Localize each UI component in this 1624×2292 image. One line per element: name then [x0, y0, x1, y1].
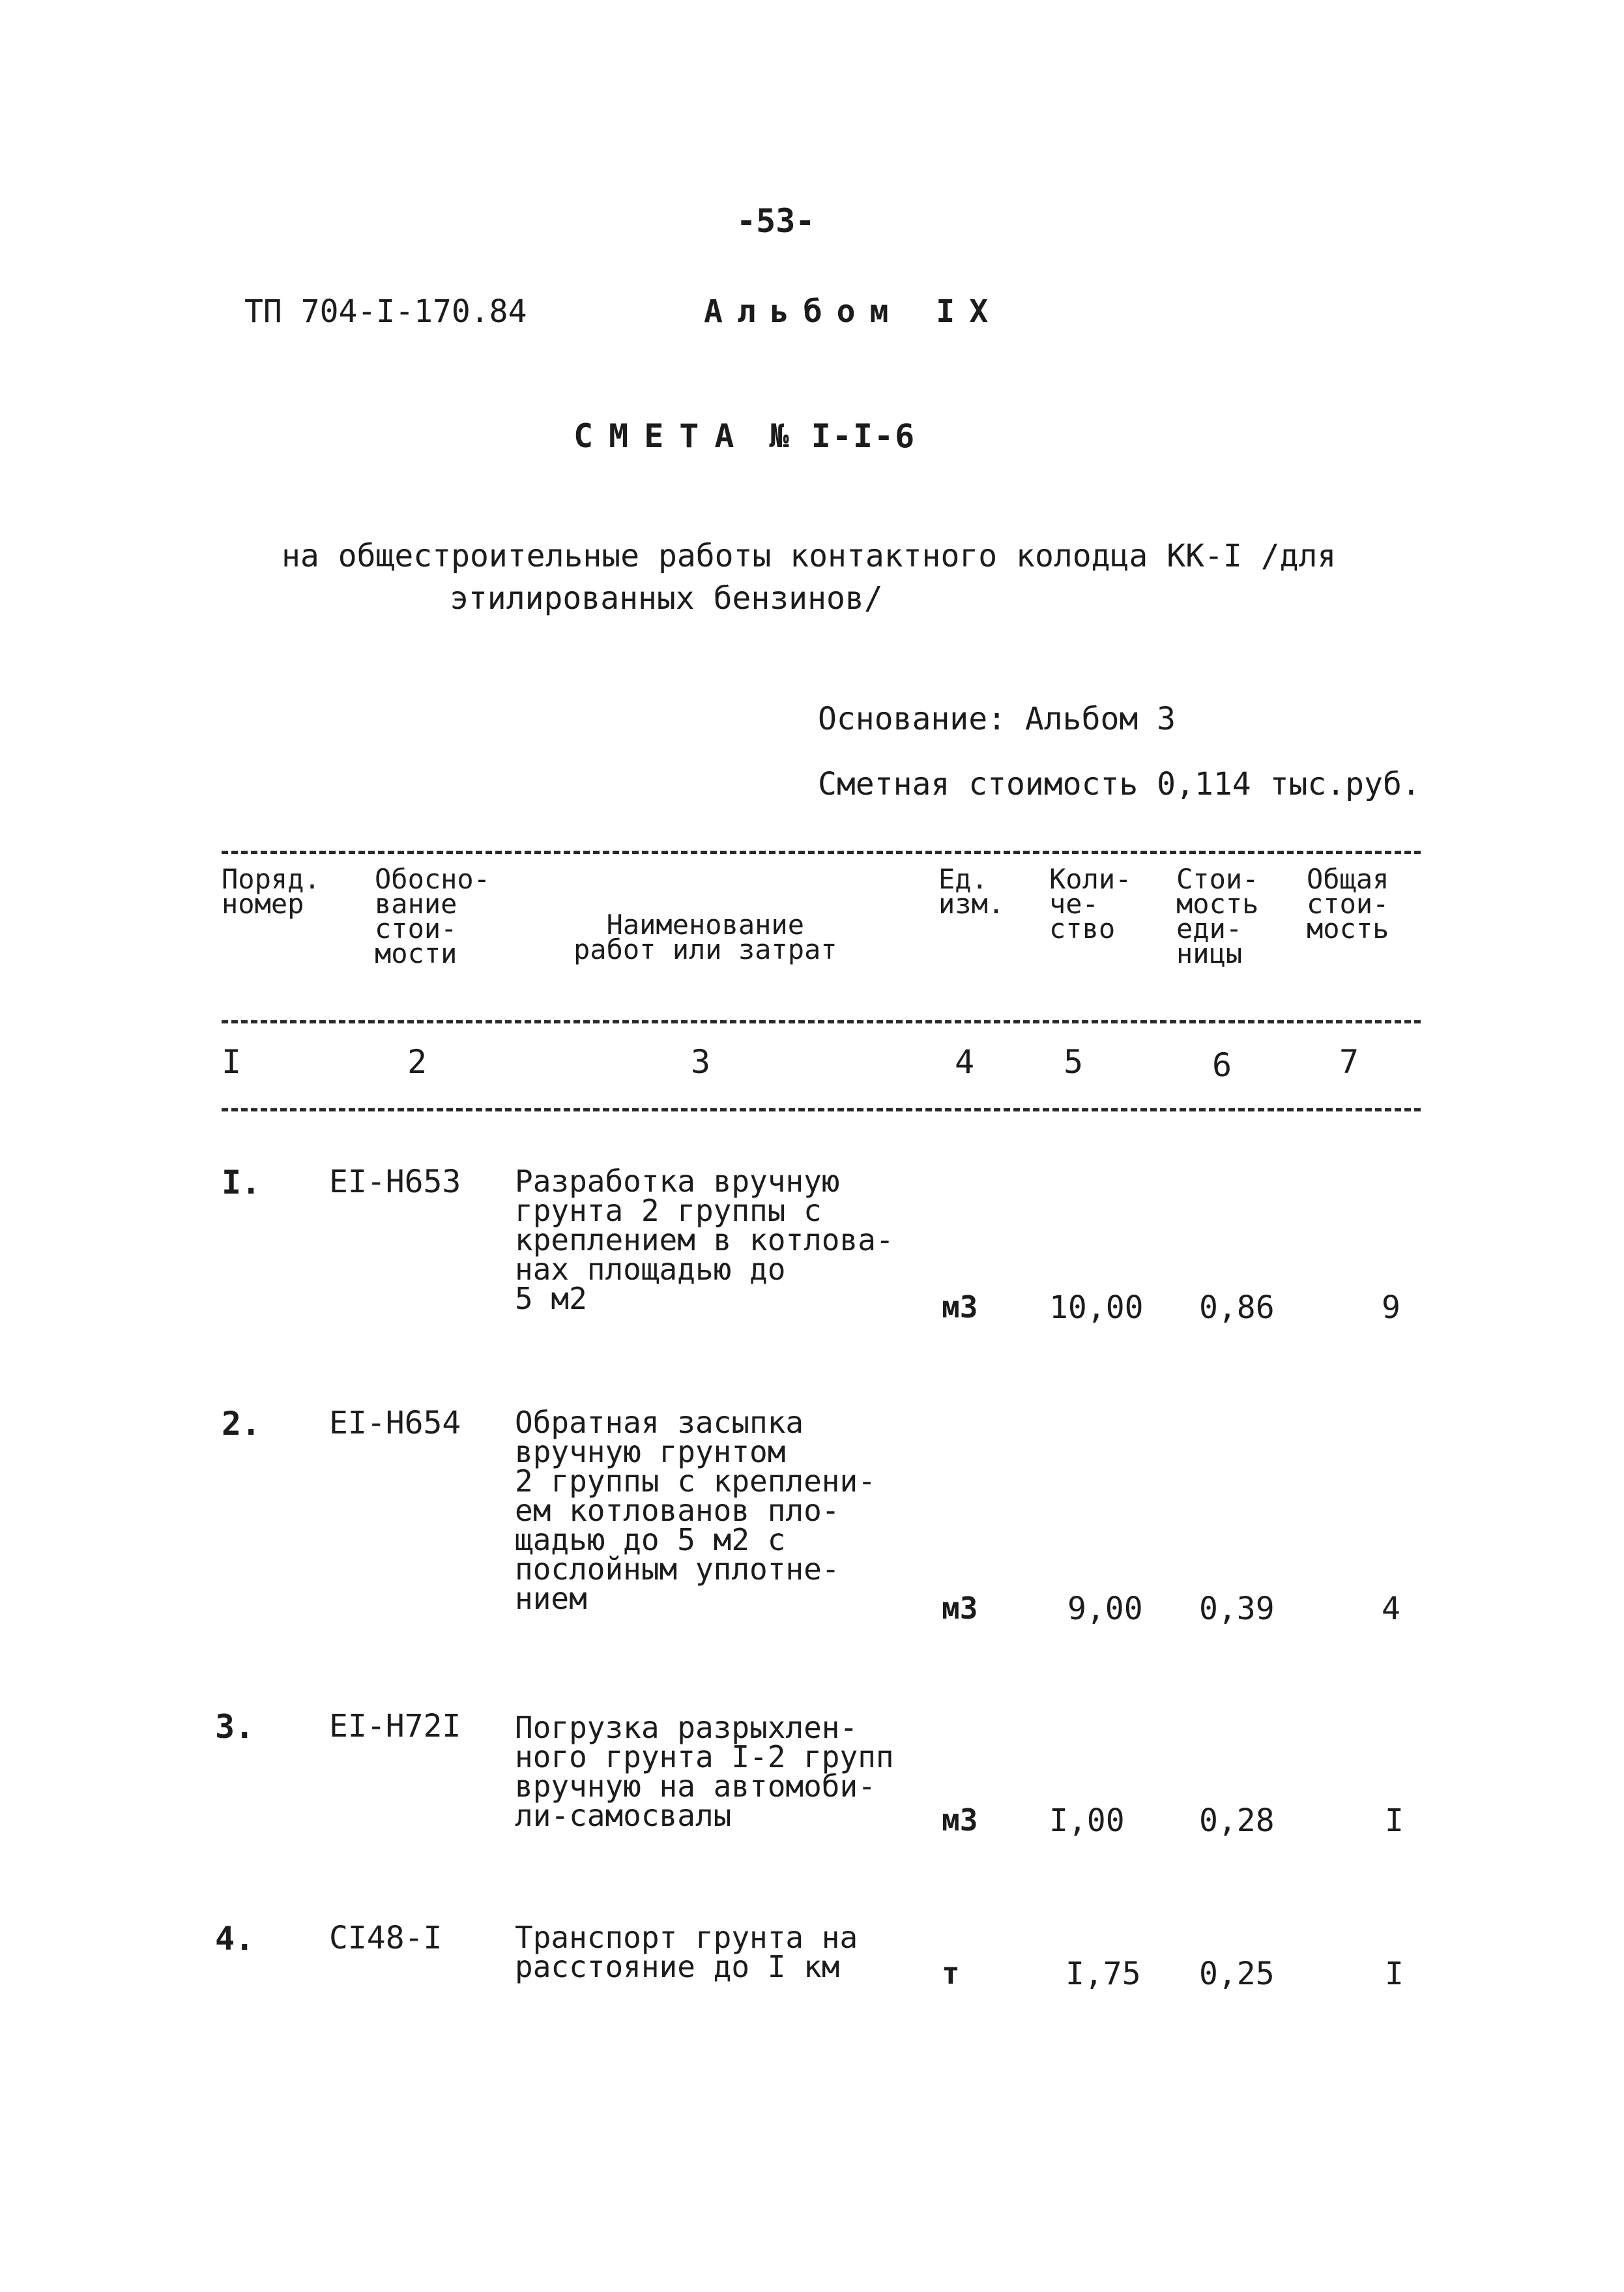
- row-3-total: I: [1385, 1802, 1404, 1839]
- column-number-6: 6: [1212, 1046, 1232, 1084]
- row-2-name: Обратная засыпка вручную грунтом 2 группы с креплени- ем котлованов пло- щадью до 5 м2 с послойным уплотне- нием: [515, 1405, 876, 1616]
- column-number-7: 7: [1339, 1043, 1359, 1081]
- document-code: ТП 704-I-170.84: [244, 293, 527, 330]
- row-3-quantity: I,00: [1049, 1802, 1125, 1839]
- row-4-total: I: [1385, 1956, 1404, 1992]
- row-4-code: CI48-I: [329, 1920, 442, 1956]
- estimate-title-number: № I-I-6: [769, 417, 916, 455]
- row-2-code: EI-H654: [329, 1405, 461, 1441]
- row-2-unit: м3: [942, 1591, 978, 1626]
- row-4-name: Транспорт грунта на расстояние до I км: [515, 1920, 858, 1984]
- row-1-quantity: 10,00: [1049, 1289, 1144, 1326]
- estimate-title-word: СМЕТА: [573, 417, 750, 455]
- header-quantity: Коли- че- ство: [1049, 863, 1132, 945]
- subtitle-line-1: на общестроительные работы контактного колодца КК-I /для: [282, 538, 1337, 574]
- row-3-unit-cost: 0,28: [1199, 1802, 1275, 1839]
- row-1-name: Разработка вручную грунта 2 группы с креплением в котлова- нах площадью до 5 м2: [515, 1164, 894, 1316]
- table-top-divider: [222, 851, 1421, 854]
- header-total-cost: Общая стои- мость: [1307, 863, 1389, 945]
- row-3-unit: м3: [942, 1802, 978, 1838]
- row-3-code: EI-H72I: [329, 1708, 461, 1744]
- header-order-number: Поряд. номер: [222, 863, 321, 920]
- header-unit-cost: Стои- мость еди- ницы: [1176, 863, 1259, 969]
- column-number-1: I: [222, 1043, 242, 1081]
- header-cost-basis: Обосно- вание стои- мости: [375, 863, 491, 969]
- subtitle-line-2: этилированных бензинов/: [450, 580, 883, 617]
- row-1-unit-cost: 0,86: [1199, 1289, 1275, 1326]
- header-work-name: Наименование работ или затрат: [573, 909, 837, 965]
- row-3-name: Погрузка разрыхлен- ного грунта I-2 групп вручную на автомоби- ли-самосвалы: [515, 1710, 894, 1833]
- basis-line: Основание: Альбом 3: [818, 701, 1176, 737]
- header-bottom-divider: [222, 1020, 1421, 1023]
- page-number: -53-: [736, 202, 815, 240]
- estimated-cost-line: Сметная стоимость 0,114 тыс.руб.: [818, 766, 1421, 802]
- column-number-5: 5: [1064, 1043, 1084, 1081]
- row-4-unit: т: [942, 1956, 960, 1991]
- row-3-number: 3.: [215, 1708, 255, 1746]
- column-number-3: 3: [691, 1043, 711, 1081]
- row-2-total: 4: [1382, 1591, 1400, 1627]
- row-2-unit-cost: 0,39: [1199, 1591, 1275, 1627]
- estimate-title: [573, 417, 916, 455]
- column-numbers-divider: [222, 1108, 1421, 1111]
- row-4-quantity: I,75: [1066, 1956, 1141, 1992]
- row-1-code: EI-H653: [329, 1164, 461, 1200]
- header-unit: Ед. изм.: [938, 863, 1005, 920]
- column-number-4: 4: [955, 1043, 975, 1081]
- album-label: Альбом IX: [704, 293, 1003, 330]
- row-2-quantity: 9,00: [1067, 1591, 1143, 1627]
- row-2-number: 2.: [222, 1405, 261, 1443]
- row-1-total: 9: [1382, 1289, 1400, 1326]
- row-1-number: I.: [222, 1164, 261, 1201]
- row-4-number: 4.: [215, 1920, 255, 1958]
- column-number-2: 2: [407, 1043, 428, 1081]
- row-4-unit-cost: 0,25: [1199, 1956, 1275, 1992]
- row-1-unit: м3: [942, 1289, 978, 1325]
